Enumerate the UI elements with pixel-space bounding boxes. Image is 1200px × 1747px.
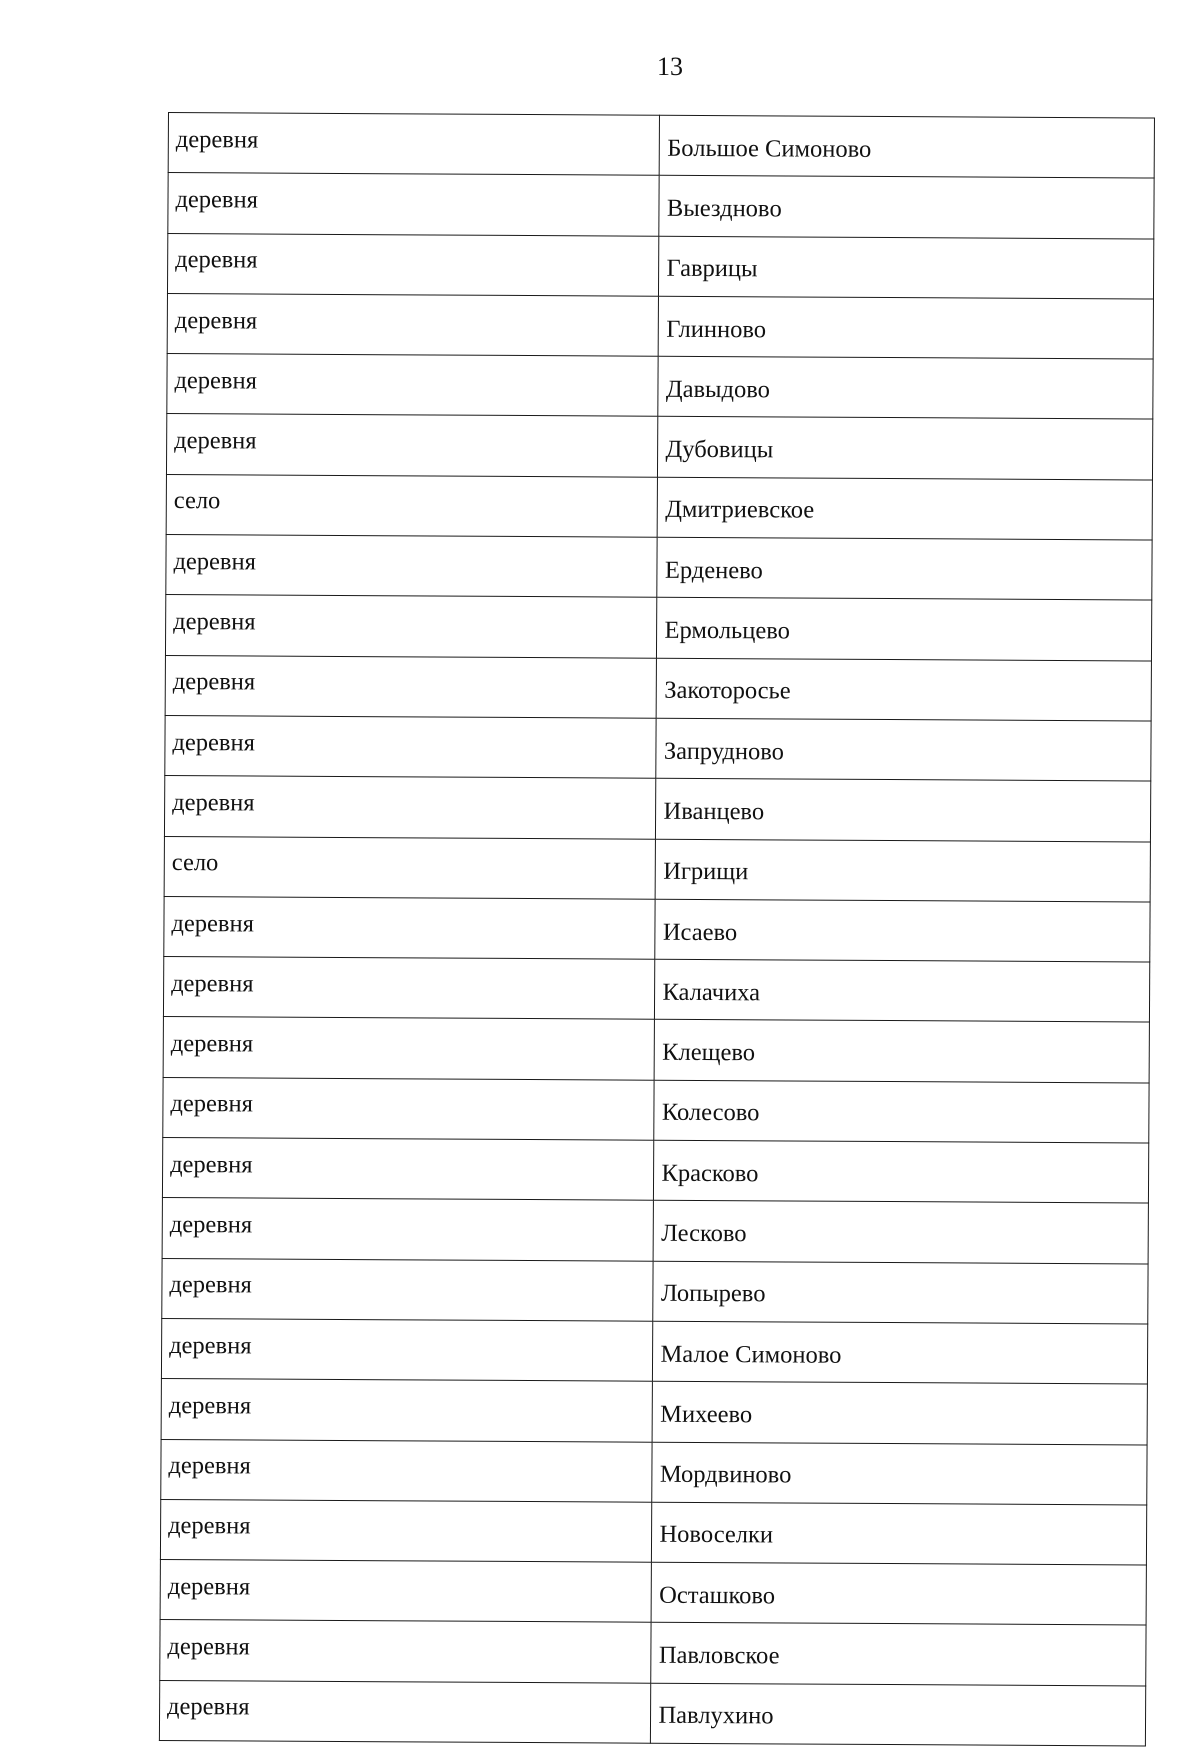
settlement-name-cell: Осташково bbox=[652, 1562, 1147, 1625]
settlement-table bbox=[159, 112, 1155, 1747]
table-row bbox=[160, 1560, 1146, 1626]
table-row bbox=[167, 354, 1153, 420]
settlement-name-cell: Иванцево bbox=[656, 779, 1151, 842]
settlement-type-cell: деревня bbox=[162, 1198, 654, 1261]
settlement-name-cell: Калачиха bbox=[655, 959, 1150, 1022]
table-row bbox=[161, 1439, 1147, 1505]
table-row bbox=[162, 1138, 1148, 1204]
table-row bbox=[164, 896, 1150, 962]
settlement-type-cell: село bbox=[164, 836, 656, 899]
settlement-name-cell: Гаврицы bbox=[659, 236, 1154, 299]
table-row bbox=[163, 957, 1149, 1023]
settlement-name-cell: Михеево bbox=[653, 1381, 1148, 1444]
settlement-type-cell: деревня bbox=[168, 173, 660, 236]
settlement-type-cell: деревня bbox=[163, 1077, 655, 1140]
settlement-type-cell: деревня bbox=[167, 293, 659, 356]
settlement-type-cell: деревня bbox=[161, 1318, 653, 1381]
settlement-name-cell: Лесково bbox=[654, 1201, 1149, 1264]
table-row bbox=[160, 1620, 1146, 1686]
table-row bbox=[162, 1198, 1148, 1264]
settlement-name-cell: Игрищи bbox=[656, 839, 1151, 902]
settlement-type-cell: деревня bbox=[160, 1499, 652, 1562]
settlement-name-cell: Закоторосье bbox=[657, 658, 1152, 721]
settlement-name-cell: Павловское bbox=[651, 1623, 1146, 1686]
table-row bbox=[165, 715, 1151, 781]
settlement-name-cell: Глинново bbox=[659, 296, 1154, 359]
table-row bbox=[161, 1379, 1147, 1445]
table-row bbox=[163, 1017, 1149, 1083]
settlement-type-cell: деревня bbox=[167, 233, 659, 296]
table-row bbox=[167, 293, 1153, 359]
settlement-type-cell: деревня bbox=[168, 113, 660, 176]
table-row bbox=[159, 1680, 1145, 1746]
table-row bbox=[164, 776, 1150, 842]
settlement-type-cell: деревня bbox=[163, 1017, 655, 1080]
table-row bbox=[162, 1258, 1148, 1324]
settlement-type-cell: деревня bbox=[165, 715, 657, 778]
settlement-type-cell: село bbox=[166, 474, 658, 537]
settlement-type-cell: деревня bbox=[160, 1560, 652, 1623]
settlement-name-cell: Большое Симоново bbox=[660, 115, 1155, 178]
settlement-name-cell: Лопырево bbox=[653, 1261, 1148, 1324]
settlement-type-cell: деревня bbox=[162, 1138, 654, 1201]
settlement-name-cell: Дмитриевское bbox=[658, 477, 1153, 540]
settlement-name-cell: Красково bbox=[654, 1140, 1149, 1203]
table-row bbox=[165, 655, 1151, 721]
settlement-type-cell: деревня bbox=[163, 957, 655, 1020]
settlement-type-cell: деревня bbox=[165, 655, 657, 718]
settlement-name-cell: Новоселки bbox=[652, 1502, 1147, 1565]
table-row bbox=[166, 414, 1152, 480]
settlement-rows bbox=[159, 113, 1154, 1746]
settlement-type-cell: деревня bbox=[160, 1620, 652, 1683]
settlement-name-cell: Выезднoвo bbox=[659, 176, 1154, 239]
table-row bbox=[166, 474, 1152, 540]
settlement-type-cell: деревня bbox=[161, 1379, 653, 1442]
settlement-name-cell: Ермольцево bbox=[657, 598, 1152, 661]
table-row bbox=[163, 1077, 1149, 1143]
settlement-type-cell: деревня bbox=[166, 414, 658, 477]
settlement-name-cell: Малое Симоново bbox=[653, 1321, 1148, 1384]
settlement-name-cell: Колесово bbox=[654, 1080, 1149, 1143]
settlement-type-cell: деревня bbox=[159, 1680, 651, 1743]
settlement-name-cell: Запрудново bbox=[656, 718, 1151, 781]
settlement-type-cell: деревня bbox=[166, 535, 658, 598]
settlement-type-cell: деревня bbox=[164, 776, 656, 839]
settlement-name-cell: Клещево bbox=[655, 1020, 1150, 1083]
settlement-name-cell: Давыдово bbox=[658, 356, 1153, 419]
settlement-name-cell: Ерденево bbox=[657, 537, 1152, 600]
settlement-name-cell: Исаево bbox=[655, 899, 1150, 962]
page-number: 13 bbox=[657, 52, 683, 81]
settlement-name-cell: Мордвиново bbox=[652, 1442, 1147, 1505]
table-row bbox=[168, 113, 1154, 179]
settlement-name-cell: Павлухино bbox=[651, 1683, 1146, 1746]
table-row bbox=[164, 836, 1150, 902]
settlement-name-cell: Дубовицы bbox=[658, 417, 1153, 480]
table-row bbox=[168, 173, 1154, 239]
table-row bbox=[161, 1318, 1147, 1384]
settlement-type-cell: деревня bbox=[164, 896, 656, 959]
settlement-type-cell: деревня bbox=[161, 1439, 653, 1502]
table-row bbox=[160, 1499, 1146, 1565]
table-row bbox=[166, 535, 1152, 601]
table-row bbox=[165, 595, 1151, 661]
settlement-type-cell: деревня bbox=[165, 595, 657, 658]
settlement-type-cell: деревня bbox=[162, 1258, 654, 1321]
settlement-type-cell: деревня bbox=[167, 354, 659, 417]
table-row bbox=[167, 233, 1153, 299]
